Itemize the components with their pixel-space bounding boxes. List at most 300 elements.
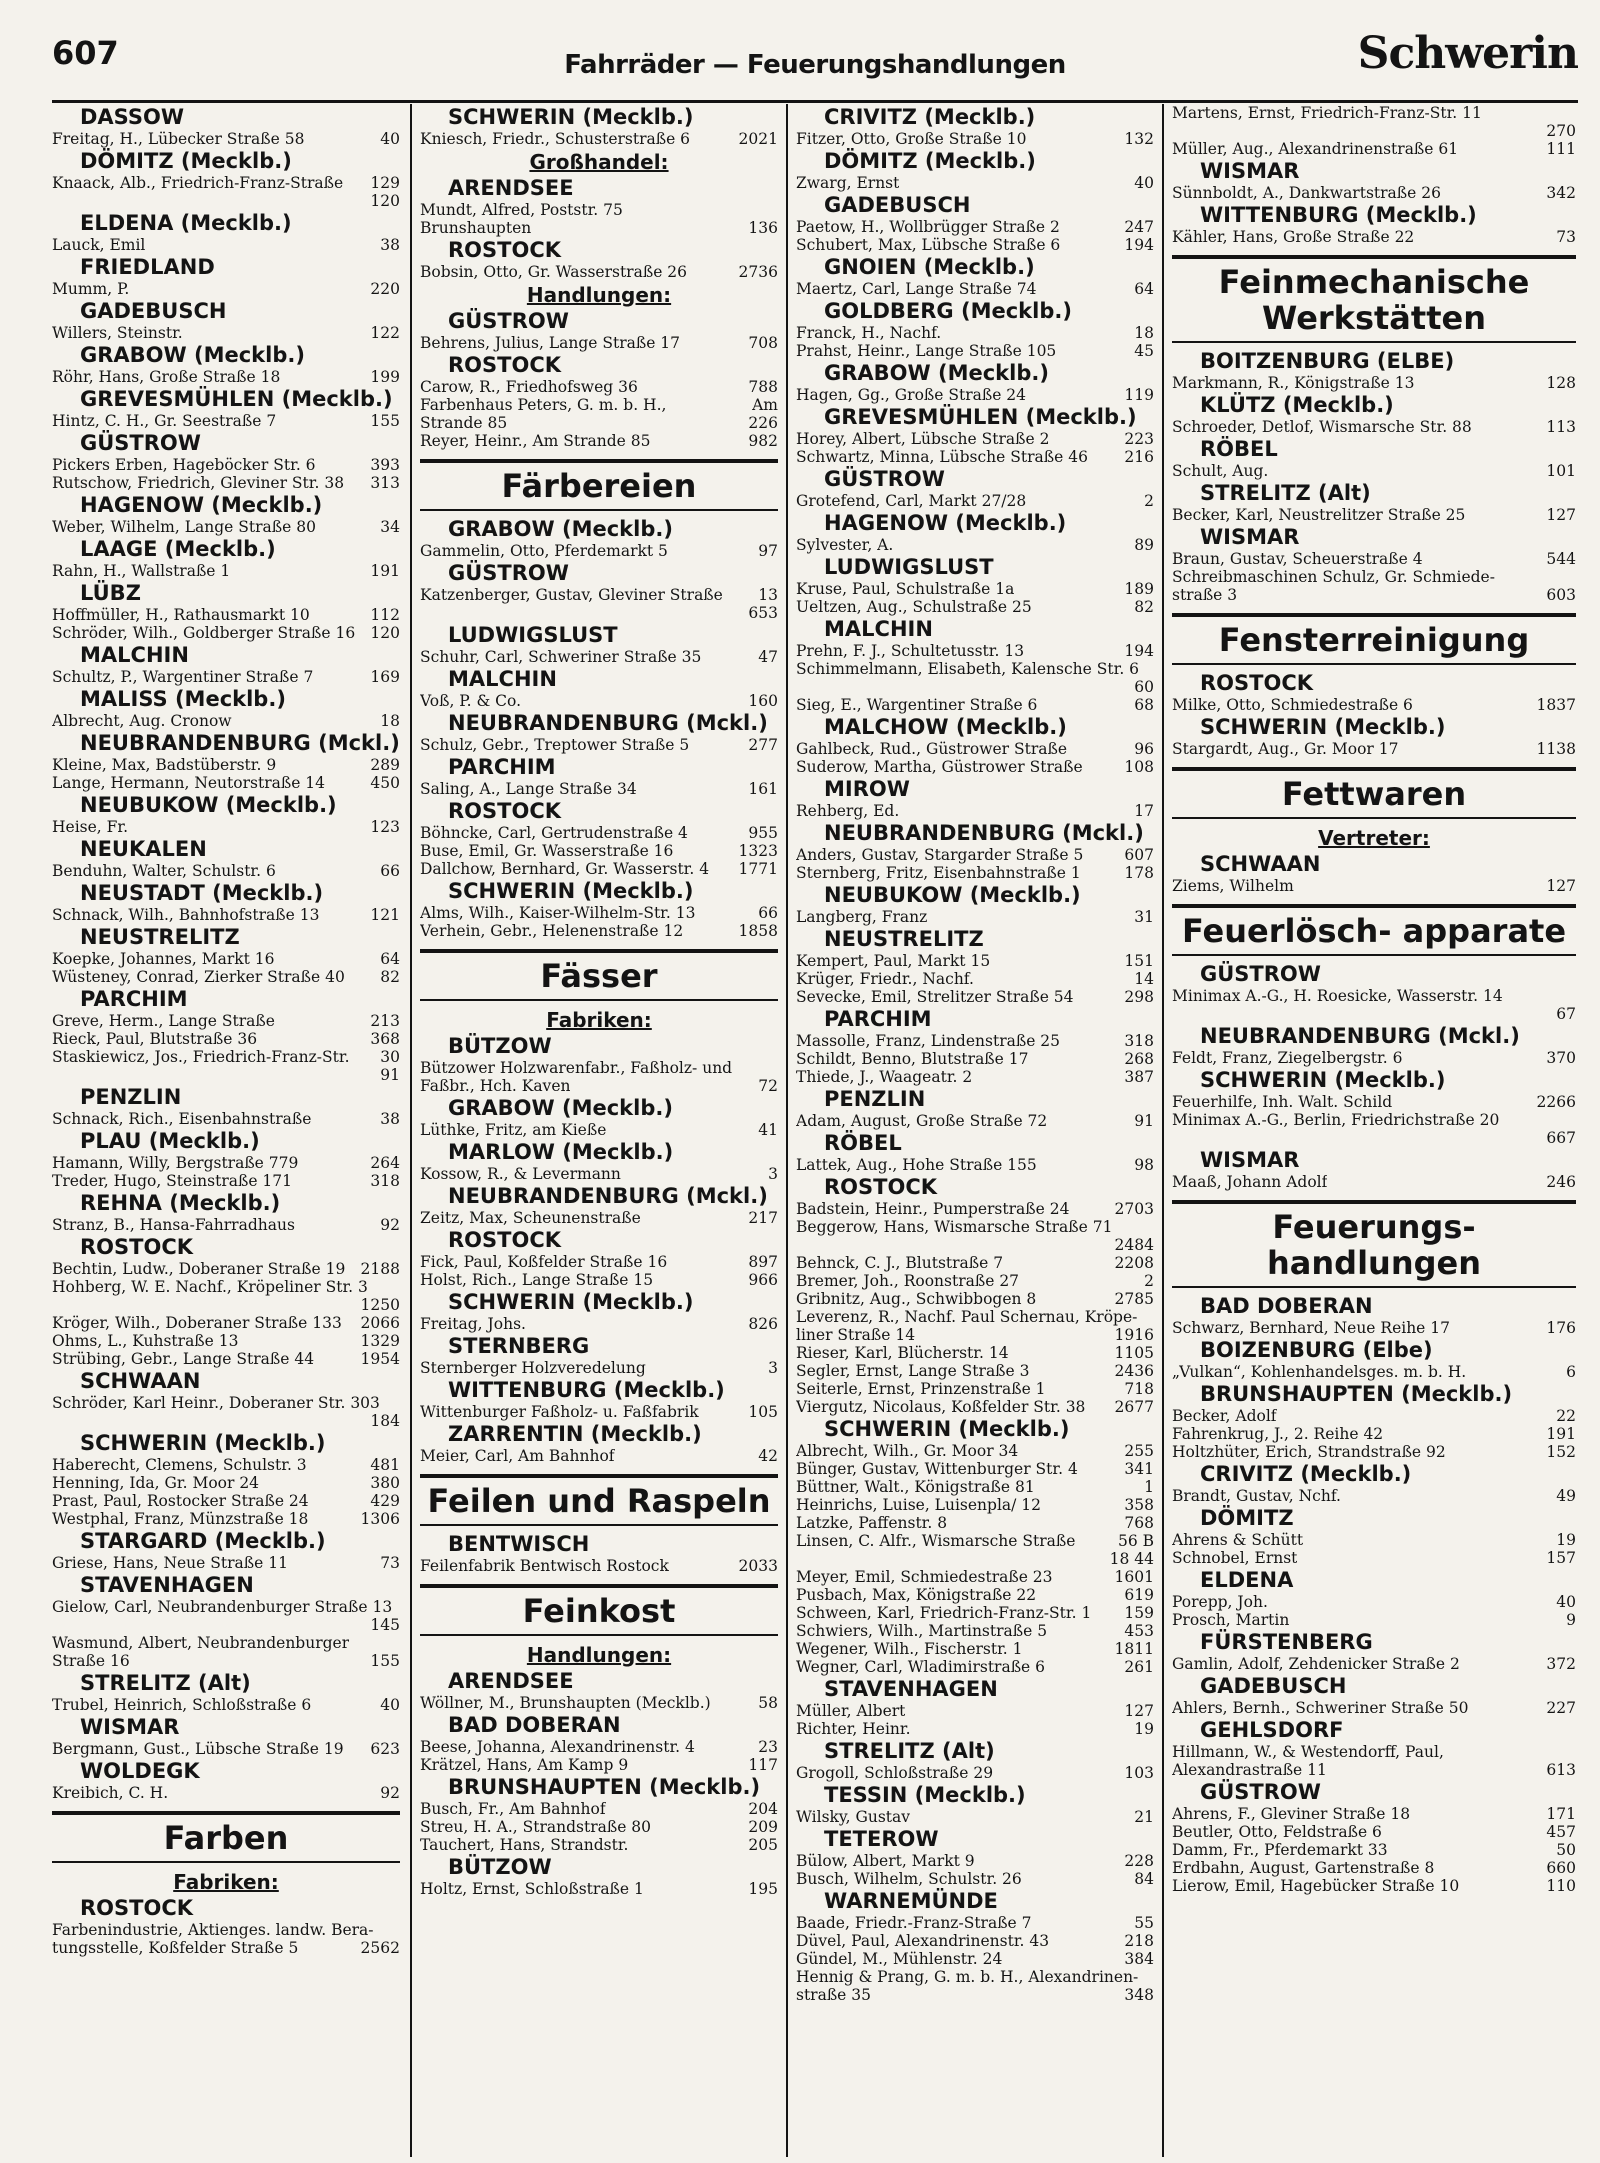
entry-text: Seiterle, Ernst, Prinzenstraße 1 [796, 1380, 1046, 1398]
listing-entry [1172, 1859, 1576, 1877]
phone-number: 40 [1134, 174, 1154, 192]
phone-number: 1138 [1536, 740, 1576, 758]
column-divider [1162, 104, 1164, 2157]
entry-text: Thiede, J., Waageatr. 2 [796, 1068, 973, 1086]
entry-text: Willers, Steinstr. [52, 324, 183, 342]
phone-number [1570, 1743, 1576, 1761]
entry-text: Schröder, Karl Heinr., Doberaner Str. 303 [52, 1394, 380, 1412]
entry-text: Markmann, R., Königstraße 13 [1172, 374, 1415, 392]
town-heading: FÜRSTENBERG [1200, 1630, 1373, 1654]
phone-number: 226 [748, 414, 778, 432]
phone-number: 101 [1546, 462, 1576, 480]
column-divider [786, 104, 788, 2157]
entry-text: Büttner, Walt., Königstraße 81 [796, 1478, 1035, 1496]
phone-number: 112 [370, 606, 400, 624]
phone-number: 1 [1144, 1478, 1154, 1496]
entry-text: Rutschow, Friedrich, Gleviner Str. 38 [52, 474, 345, 492]
entry-text: Brunshaupten [420, 219, 532, 237]
entry-text: straße 35 [796, 1986, 872, 2004]
listing-entry [420, 1315, 778, 1333]
listing-entry [1172, 987, 1576, 1005]
town-heading: BAD DOBERAN [448, 1713, 621, 1737]
phone-number: 73 [380, 1554, 400, 1572]
town-heading: BÜTZOW [448, 1034, 552, 1058]
town-heading: STAVENHAGEN [824, 1677, 998, 1701]
entry-text: Schroeder, Detlof, Wismarsche Str. 88 [1172, 418, 1472, 436]
phone-number: 151 [1124, 952, 1154, 970]
entry-text: Linsen, C. Alfr., Wismarsche Straße [796, 1532, 1076, 1550]
listing-entry [420, 542, 778, 560]
phone-number: 41 [758, 1121, 778, 1139]
phone-number: Am [752, 396, 778, 414]
section-heading: Feuerlösch- apparate [1172, 904, 1576, 956]
phone-number [1148, 1308, 1154, 1326]
column-2 [420, 104, 778, 2157]
phone-number: 82 [380, 968, 400, 986]
phone-number [1148, 1968, 1154, 1986]
entry-text: Pusbach, Max, Königstraße 22 [796, 1586, 1037, 1604]
entry-text: Henning, Ida, Gr. Moor 24 [52, 1474, 260, 1492]
entry-text: Saling, A., Lange Straße 34 [420, 780, 637, 798]
town-heading: GÜSTROW [1200, 1780, 1321, 1804]
entry-text: Lierow, Emil, Hagebücker Straße 10 [1172, 1877, 1460, 1895]
entry-text: Baade, Friedr.-Franz-Straße 7 [796, 1914, 1032, 1932]
entry-text: Ahlers, Bernh., Schweriner Straße 50 [1172, 1699, 1469, 1717]
town-heading: NEUBUKOW (Mecklb.) [80, 793, 337, 817]
phone-number: 122 [370, 324, 400, 342]
phone-number: 623 [370, 1740, 400, 1758]
phone-number: 1250 [360, 1296, 400, 1314]
phone-number: 453 [1124, 1622, 1154, 1640]
entry-text: Grotefend, Carl, Markt 27/28 [796, 492, 1027, 510]
entry-text: Alms, Wilh., Kaiser-Wilhelm-Str. 13 [420, 904, 696, 922]
phone-number: 184 [370, 1412, 400, 1430]
listing-entry [796, 1200, 1154, 1218]
town-heading: BENTWISCH [448, 1532, 590, 1556]
phone-number: 152 [1546, 1443, 1576, 1461]
entry-text: Gahlbeck, Rud., Güstrower Straße [796, 740, 1068, 758]
phone-number: 21 [1134, 1808, 1154, 1826]
listing-entry [796, 1586, 1154, 1604]
phone-number: 40 [380, 1696, 400, 1714]
listing-entry [796, 1808, 1154, 1826]
listing-entry [796, 1914, 1154, 1932]
listing-entry [52, 280, 400, 298]
phone-number: 270 [1546, 122, 1576, 140]
town-heading: PARCHIM [824, 1007, 932, 1031]
listing-entry [52, 1412, 400, 1430]
listing-entry [796, 908, 1154, 926]
listing-entry [796, 1032, 1154, 1050]
phone-number: 119 [1124, 386, 1154, 404]
listing-entry [420, 263, 778, 281]
phone-number: 341 [1124, 1460, 1154, 1478]
phone-number: 318 [370, 1172, 400, 1190]
entry-text: Schwiers, Wilh., Martinstraße 5 [796, 1622, 1048, 1640]
entry-text: Fitzer, Otto, Große Straße 10 [796, 130, 1027, 148]
phone-number [1570, 1111, 1576, 1129]
phone-number: 298 [1124, 988, 1154, 1006]
town-heading: NEUBRANDENBURG (Mckl.) [448, 711, 768, 735]
listing-entry [420, 201, 778, 219]
phone-number: 313 [370, 474, 400, 492]
listing-entry [796, 1622, 1154, 1640]
listing-entry [796, 1326, 1154, 1344]
phone-number: 91 [1134, 1112, 1154, 1130]
town-heading: WOLDEGK [80, 1759, 200, 1783]
entry-text: Schubert, Max, Lübsche Straße 6 [796, 236, 1061, 254]
town-heading: WISMAR [1200, 159, 1300, 183]
entry-text: Braun, Gustav, Scheuerstraße 4 [1172, 550, 1423, 568]
town-heading: BOITZENBURG (ELBE) [1200, 349, 1455, 373]
phone-number: 155 [370, 412, 400, 430]
town-heading: SCHWERIN (Mecklb.) [1200, 715, 1446, 739]
phone-number: 68 [1134, 696, 1154, 714]
section-heading: Fettwaren [1172, 767, 1576, 819]
listing-entry [420, 1447, 778, 1465]
entry-text: Bremer, Joh., Roonstraße 27 [796, 1272, 1020, 1290]
phone-number: 3 [768, 1359, 778, 1377]
town-heading: BRUNSHAUPTEN (Mecklb.) [448, 1775, 761, 1799]
phone-number: 217 [748, 1209, 778, 1227]
listing-entry [1172, 1841, 1576, 1859]
phone-number: 708 [748, 334, 778, 352]
town-heading: HAGENOW (Mecklb.) [824, 511, 1067, 535]
entry-text: Gribnitz, Aug., Schwibbogen 8 [796, 1290, 1037, 1308]
listing-entry [796, 1068, 1154, 1086]
listing-entry [1172, 1611, 1576, 1629]
town-heading: MALCHIN [80, 643, 189, 667]
entry-text: Müller, Aug., Alexandrinenstraße 61 [1172, 140, 1459, 158]
town-heading: BÜTZOW [448, 1855, 552, 1879]
phone-number: 13 [758, 586, 778, 604]
town-heading: RÖBEL [824, 1131, 902, 1155]
phone-number: 199 [370, 368, 400, 386]
entry-text: Carow, R., Friedhofsweg 36 [420, 378, 638, 396]
listing-entry [1172, 1093, 1576, 1111]
listing-entry [420, 1253, 778, 1271]
phone-number: 23 [758, 1738, 778, 1756]
phone-number: 213 [370, 1012, 400, 1030]
town-heading: GEHLSDORF [1200, 1718, 1344, 1742]
town-heading: NEUBRANDENBURG (Mckl.) [448, 1184, 768, 1208]
entry-text: Griese, Hans, Neue Straße 11 [52, 1554, 288, 1572]
entry-text: Kähler, Hans, Große Straße 22 [1172, 228, 1415, 246]
town-heading: ROSTOCK [448, 238, 562, 262]
listing-entry [420, 780, 778, 798]
town-heading: GÜSTROW [1200, 962, 1321, 986]
town-heading: LAAGE (Mecklb.) [80, 537, 276, 561]
listing-entry [420, 1165, 778, 1183]
listing-entry [796, 324, 1154, 342]
listing-entry [1172, 122, 1576, 140]
town-heading: GRABOW (Mecklb.) [80, 343, 305, 367]
listing-entry [796, 678, 1154, 696]
entry-text: Schult, Aug. [1172, 462, 1269, 480]
phone-number: 120 [370, 624, 400, 642]
town-heading: BRUNSHAUPTEN (Mecklb.) [1200, 1382, 1513, 1406]
phone-number: 318 [1124, 1032, 1154, 1050]
phone-number: 17 [1134, 802, 1154, 820]
phone-number: 481 [370, 1456, 400, 1474]
listing-entry [1172, 1823, 1576, 1841]
town-heading: STRELITZ (Alt) [824, 1739, 995, 1763]
listing-entry [796, 1362, 1154, 1380]
entry-text: Wasmund, Albert, Neubrandenburger [52, 1634, 350, 1652]
listing-entry [796, 218, 1154, 236]
phone-number: 372 [1546, 1655, 1576, 1673]
town-heading: PARCHIM [80, 987, 188, 1011]
listing-entry [1172, 1363, 1576, 1381]
listing-entry [420, 1836, 778, 1854]
listing-entry [796, 1764, 1154, 1782]
entry-text: Sevecke, Emil, Strelitzer Straße 54 [796, 988, 1074, 1006]
entry-text: Gamlin, Adolf, Zehdenicker Straße 2 [1172, 1655, 1460, 1673]
entry-text: Verhein, Gebr., Helenenstraße 12 [420, 922, 684, 940]
town-heading: ROSTOCK [80, 1896, 194, 1920]
entry-text: Voß, P. & Co. [420, 692, 522, 710]
town-heading: STERNBERG [448, 1334, 590, 1358]
phone-number: 145 [370, 1616, 400, 1634]
entry-text: Maaß, Johann Adolf [1172, 1173, 1328, 1191]
entry-text: Horey, Albert, Lübsche Straße 2 [796, 430, 1050, 448]
entry-text: Holtz, Ernst, Schloßstraße 1 [420, 1880, 644, 1898]
page-header [52, 20, 1578, 90]
entry-text: Beutler, Otto, Feldstraße 6 [1172, 1823, 1382, 1841]
listing-entry [1172, 1761, 1576, 1779]
listing-entry [1172, 1425, 1576, 1443]
column-3 [796, 104, 1154, 2157]
town-heading: ROSTOCK [80, 1235, 194, 1259]
town-heading: NEUBUKOW (Mecklb.) [824, 883, 1081, 907]
entry-text: Heinrichs, Luise, Luisenpla/ 12 [796, 1496, 1042, 1514]
phone-number: 171 [1546, 1805, 1576, 1823]
phone-number: 457 [1546, 1823, 1576, 1841]
town-heading: FRIEDLAND [80, 255, 215, 279]
town-heading: DASSOW [80, 105, 185, 129]
listing-entry [52, 1492, 400, 1510]
entry-text: Farbenhaus Peters, G. m. b. H., [420, 396, 667, 414]
entry-text: Schnack, Rich., Eisenbahnstraße [52, 1110, 312, 1128]
phone-number: 1306 [360, 1510, 400, 1528]
phone-number: 58 [758, 1694, 778, 1712]
listing-entry [420, 1738, 778, 1756]
phone-number: 189 [1124, 580, 1154, 598]
subsection-heading: Vertreter: [1318, 826, 1430, 850]
listing-entry [796, 1852, 1154, 1870]
phone-number: 768 [1124, 1514, 1154, 1532]
phone-number: 66 [380, 862, 400, 880]
town-heading: GREVESMÜHLEN (Mecklb.) [824, 405, 1137, 429]
listing-entry [52, 1474, 400, 1492]
entry-text: Richter, Heinr. [796, 1720, 911, 1738]
entry-text: Beggerow, Hans, Wismarsche Straße 71 [796, 1218, 1113, 1236]
listing-entry [1172, 1407, 1576, 1425]
listing-entry [796, 1702, 1154, 1720]
listing-entry [1172, 1005, 1576, 1023]
phone-number: 18 [1134, 324, 1154, 342]
phone-number: 82 [1134, 598, 1154, 616]
town-heading: GÜSTROW [448, 561, 569, 585]
town-heading: GRABOW (Mecklb.) [824, 361, 1049, 385]
header-rule [52, 100, 1578, 103]
town-heading: MALCHOW (Mecklb.) [824, 715, 1067, 739]
listing-entry [1172, 104, 1576, 122]
phone-number: 64 [1134, 280, 1154, 298]
town-heading: PENZLIN [824, 1087, 926, 1111]
entry-text: Beese, Johanna, Alexandrinenstr. 4 [420, 1738, 695, 1756]
entry-text: Ohms, L., Kuhstraße 13 [52, 1332, 239, 1350]
listing-entry [420, 1403, 778, 1421]
listing-entry [796, 1344, 1154, 1362]
entry-text: Schreibmaschinen Schulz, Gr. Schmiede- [1172, 568, 1495, 586]
town-heading: ARENDSEE [448, 1669, 574, 1693]
entry-text: Langberg, Franz [796, 908, 928, 926]
listing-entry [796, 430, 1154, 448]
listing-entry [52, 1740, 400, 1758]
entry-text: Badstein, Heinr., Pumperstraße 24 [796, 1200, 1070, 1218]
listing-entry [52, 1216, 400, 1234]
town-heading: PENZLIN [80, 1085, 182, 1109]
listing-entry [52, 606, 400, 624]
phone-number: 2484 [1114, 1236, 1154, 1254]
phone-number: 209 [748, 1818, 778, 1836]
entry-text: Segler, Ernst, Lange Straße 3 [796, 1362, 1030, 1380]
phone-number: 120 [370, 192, 400, 210]
entry-text: Franck, H., Nachf. [796, 324, 942, 342]
town-heading: GADEBUSCH [80, 299, 227, 323]
listing-entry [420, 219, 778, 237]
entry-text: Sieg, E., Wargentiner Straße 6 [796, 696, 1038, 714]
entry-text: Westphal, Franz, Münzstraße 18 [52, 1510, 309, 1528]
town-heading: NEUBRANDENBURG (Mckl.) [80, 731, 400, 755]
phone-number: 18 [380, 712, 400, 730]
phone-number: 169 [370, 668, 400, 686]
entry-text: Hintz, C. H., Gr. Seestraße 7 [52, 412, 277, 430]
entry-text: Bünger, Gustav, Wittenburger Str. 4 [796, 1460, 1078, 1478]
listing-entry [796, 492, 1154, 510]
phone-number: 2 [1144, 492, 1154, 510]
listing-entry [796, 1496, 1154, 1514]
phone-number: 129 [370, 174, 400, 192]
listing-entry [1172, 1877, 1576, 1895]
phone-number [394, 1394, 400, 1412]
listing-entry [796, 696, 1154, 714]
listing-entry [796, 642, 1154, 660]
listing-entry [796, 236, 1154, 254]
phone-number: 136 [748, 219, 778, 237]
entry-text: Erdbahn, August, Gartenstraße 8 [1172, 1859, 1435, 1877]
town-heading: MALCHIN [824, 617, 933, 641]
phone-number: 2562 [360, 1939, 400, 1957]
page-number: 607 [52, 34, 119, 72]
town-heading: ROSTOCK [1200, 671, 1314, 695]
section-heading: Fensterreinigung [1172, 613, 1576, 665]
phone-number: 667 [1546, 1129, 1576, 1147]
town-heading: WISMAR [1200, 1148, 1300, 1172]
town-heading: MIROW [824, 777, 910, 801]
entry-text: Damm, Fr., Pferdemarkt 33 [1172, 1841, 1388, 1859]
listing-entry [420, 1077, 778, 1095]
phone-number: 1771 [738, 860, 778, 878]
listing-entry [1172, 1549, 1576, 1567]
phone-number: 38 [380, 236, 400, 254]
phone-number: 1811 [1114, 1640, 1154, 1658]
phone-number: 97 [758, 542, 778, 560]
listing-entry [52, 1510, 400, 1528]
town-heading: NEUBRANDENBURG (Mckl.) [1200, 1024, 1520, 1048]
entry-text: Feilenfabrik Bentwisch Rostock [420, 1557, 669, 1575]
phone-number: 955 [748, 824, 778, 842]
phone-number: 66 [758, 904, 778, 922]
entry-text: Wöllner, M., Brunshaupten (Mecklb.) [420, 1694, 711, 1712]
entry-text: Lüthke, Fritz, am Kieße [420, 1121, 607, 1139]
phone-number: 358 [1124, 1496, 1154, 1514]
phone-number: 110 [1546, 1877, 1576, 1895]
listing-entry [1172, 374, 1576, 392]
entry-text: Suderow, Martha, Güstrower Straße [796, 758, 1083, 776]
listing-entry [52, 192, 400, 210]
phone-number: 194 [1124, 236, 1154, 254]
entry-text: Gielow, Carl, Neubrandenburger Straße 13 [52, 1598, 393, 1616]
entry-text: Adam, August, Große Straße 72 [796, 1112, 1048, 1130]
listing-entry [52, 1921, 400, 1939]
phone-number: 195 [748, 1880, 778, 1898]
listing-entry [796, 580, 1154, 598]
entry-text: Busch, Fr., Am Bahnhof [420, 1800, 606, 1818]
entry-text: Schnobel, Ernst [1172, 1549, 1298, 1567]
entry-text: Tauchert, Hans, Strandstr. [420, 1836, 629, 1854]
town-heading: ELDENA [1200, 1568, 1294, 1592]
listing-entry [796, 952, 1154, 970]
entry-text: Gündel, M., Mühlenstr. 24 [796, 1950, 1003, 1968]
listing-entry [52, 1260, 400, 1278]
listing-entry [420, 904, 778, 922]
entry-text: Sternberg, Fritz, Eisenbahnstraße 1 [796, 864, 1081, 882]
phone-number: 204 [748, 1800, 778, 1818]
phone-number: 1323 [738, 842, 778, 860]
town-heading: GRABOW (Mecklb.) [448, 1096, 673, 1120]
phone-number [772, 1059, 778, 1077]
listing-entry [796, 1478, 1154, 1496]
listing-entry [420, 736, 778, 754]
listing-entry [52, 774, 400, 792]
entry-text: Dallchow, Bernhard, Gr. Wasserstr. 4 [420, 860, 710, 878]
listing-entry [796, 660, 1154, 678]
listing-entry [796, 1112, 1154, 1130]
phone-number: 218 [1124, 1932, 1154, 1950]
entry-text: Meier, Carl, Am Bahnhof [420, 1447, 615, 1465]
phone-number: 384 [1124, 1950, 1154, 1968]
phone-number: 60 [1134, 678, 1154, 696]
listing-entry [52, 1554, 400, 1572]
listing-entry [796, 970, 1154, 988]
phone-number [772, 201, 778, 219]
listing-entry [420, 432, 778, 450]
entry-text: Rieck, Paul, Blutstraße 36 [52, 1030, 258, 1048]
town-heading: CRIVITZ (Mecklb.) [1200, 1462, 1412, 1486]
entry-text: Schween, Karl, Friedrich-Franz-Str. 1 [796, 1604, 1092, 1622]
phone-number: 191 [1546, 1425, 1576, 1443]
phone-number [394, 1634, 400, 1652]
phone-number: 2208 [1114, 1254, 1154, 1272]
listing-entry [420, 860, 778, 878]
phone-number: 348 [1124, 1986, 1154, 2004]
entry-text: Ahrens, F., Gleviner Straße 18 [1172, 1805, 1411, 1823]
phone-number: 268 [1124, 1050, 1154, 1068]
entry-text: Schildt, Benno, Blutstraße 17 [796, 1050, 1029, 1068]
listing-entry [52, 1296, 400, 1314]
